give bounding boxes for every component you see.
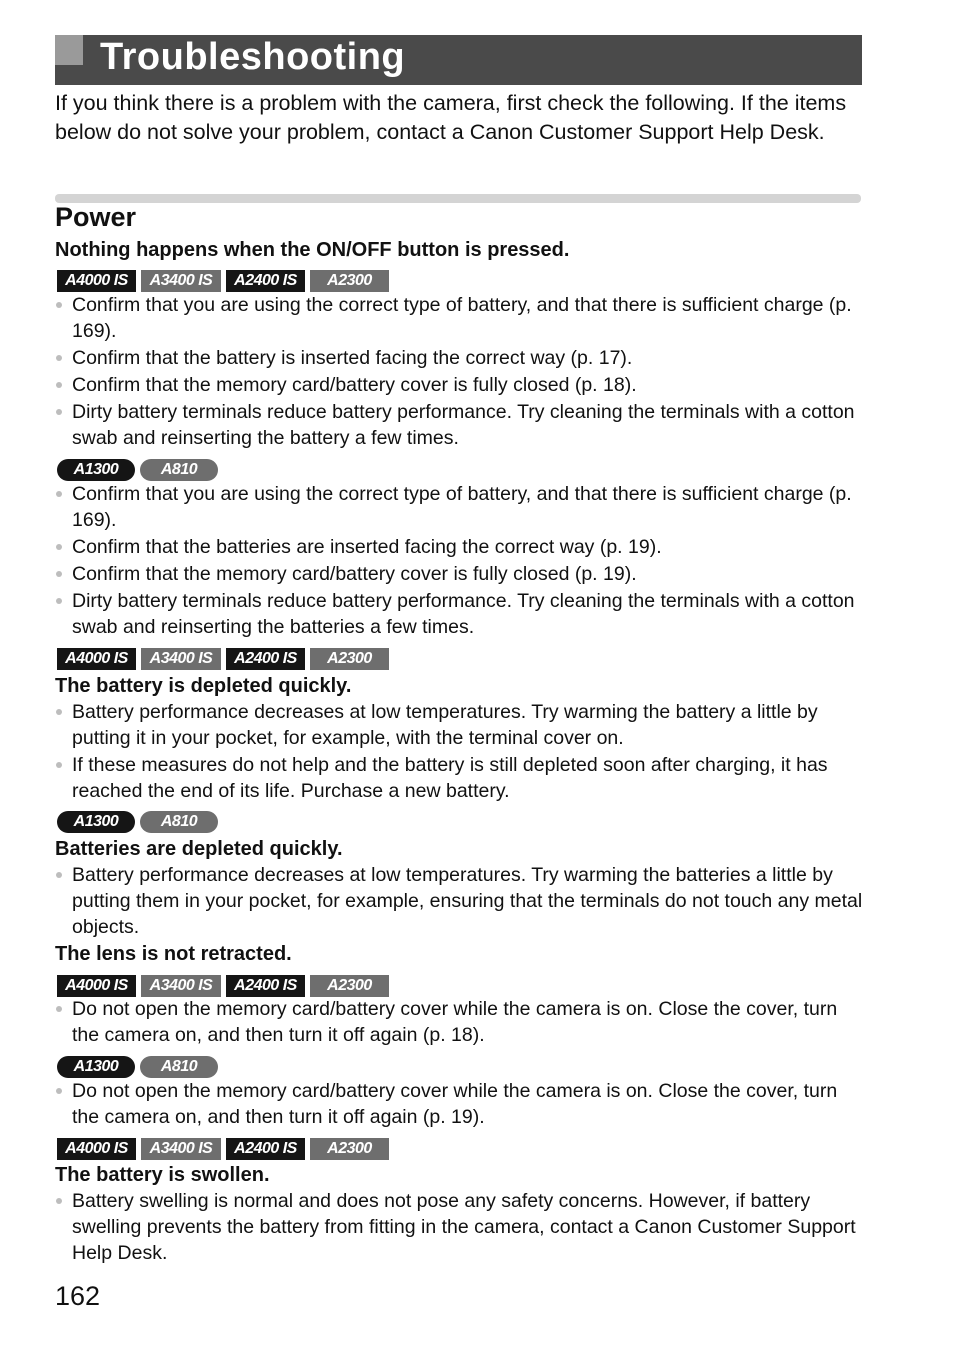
page-title: Troubleshooting bbox=[100, 36, 406, 78]
list-item: Confirm that you are using the correct type of battery, and that there is sufficient charge (p. 169). bbox=[55, 292, 865, 344]
list-item: Do not open the memory card/battery cover while the camera is on. Close the cover, turn the camera on, and then turn it off again (p. 18). bbox=[55, 996, 865, 1048]
bullet-list bbox=[55, 699, 865, 805]
model-badge: A1300 bbox=[57, 459, 135, 481]
model-badge: A2400 IS bbox=[226, 648, 305, 670]
model-badge: A810 bbox=[140, 1056, 218, 1078]
intro-text: If you think there is a problem with the camera, first check the following. If the items below do not solve your problem, contact a Canon Customer Support Help Desk. bbox=[55, 91, 847, 144]
model-badge: A3400 IS bbox=[141, 648, 221, 670]
list-item: Battery performance decreases at low temperatures. Try warming the batteries a little by putting them in your pocket, for example, ensuring that the terminals do not touch any metal objects. bbox=[55, 862, 865, 940]
bullet-list bbox=[55, 1188, 865, 1267]
problem-heading: Batteries are depleted quickly. bbox=[55, 838, 343, 860]
model-badges-group-b bbox=[57, 1056, 218, 1078]
section-divider bbox=[55, 194, 861, 203]
model-badge: A1300 bbox=[57, 811, 135, 833]
model-badge: A4000 IS bbox=[57, 648, 136, 670]
bullet-list bbox=[55, 481, 865, 641]
model-badge: A2400 IS bbox=[226, 270, 305, 292]
list-item: Confirm that you are using the correct type of battery, and that there is sufficient charge (p. 169). bbox=[55, 481, 865, 533]
list-item: Confirm that the memory card/battery cover is fully closed (p. 19). bbox=[55, 561, 865, 587]
model-badge: A3400 IS bbox=[141, 270, 221, 292]
bullet-list bbox=[55, 1078, 865, 1131]
bullet-list bbox=[55, 862, 865, 941]
bullet-list bbox=[55, 292, 865, 452]
list-item: Dirty battery terminals reduce battery performance. Try cleaning the terminals with a cotton swab and reinserting the batteries a few times. bbox=[55, 588, 865, 640]
list-item: Battery performance decreases at low temperatures. Try warming the battery a little by putting it in your pocket, for example, with the terminal cover on. bbox=[55, 699, 865, 751]
model-badge: A2300 bbox=[310, 270, 389, 292]
model-badge: A2400 IS bbox=[226, 975, 305, 997]
model-badge: A2400 IS bbox=[226, 1138, 305, 1160]
list-item: Confirm that the battery is inserted facing the correct way (p. 17). bbox=[55, 345, 865, 371]
model-badge: A3400 IS bbox=[141, 975, 221, 997]
model-badge: A2300 bbox=[310, 975, 389, 997]
model-badges-group-b bbox=[57, 811, 218, 833]
page-number: 162 bbox=[55, 1281, 101, 1311]
model-badge: A810 bbox=[140, 811, 218, 833]
problem-heading: The battery is swollen. bbox=[55, 1164, 270, 1186]
model-badge: A3400 IS bbox=[141, 1138, 221, 1160]
model-badge: A2300 bbox=[310, 648, 389, 670]
model-badge: A4000 IS bbox=[57, 1138, 136, 1160]
list-item: Confirm that the batteries are inserted facing the correct way (p. 19). bbox=[55, 534, 865, 560]
model-badge: A4000 IS bbox=[57, 270, 136, 292]
list-item: If these measures do not help and the battery is still depleted soon after charging, it has reached the end of its life. Purchase a new battery. bbox=[55, 752, 865, 804]
model-badge: A2300 bbox=[310, 1138, 389, 1160]
model-badges-group-a bbox=[57, 270, 389, 292]
model-badge: A1300 bbox=[57, 1056, 135, 1078]
model-badges-group-a bbox=[57, 648, 389, 670]
problem-heading: The lens is not retracted. bbox=[55, 943, 292, 965]
list-item: Battery swelling is normal and does not pose any safety concerns. However, if battery swelling prevents the battery from fitting in the camera, contact a Canon Customer Support Help Desk. bbox=[55, 1188, 865, 1266]
section-title: Power bbox=[55, 202, 137, 232]
model-badges-group-a bbox=[57, 1138, 389, 1160]
title-marker bbox=[55, 35, 83, 65]
problem-heading: The battery is depleted quickly. bbox=[55, 675, 352, 697]
model-badge: A4000 IS bbox=[57, 975, 136, 997]
list-item: Dirty battery terminals reduce battery performance. Try cleaning the terminals with a cotton swab and reinserting the battery a few times. bbox=[55, 399, 865, 451]
model-badges-group-a bbox=[57, 975, 389, 997]
problem-heading: Nothing happens when the ON/OFF button is pressed. bbox=[55, 239, 570, 261]
list-item: Confirm that the memory card/battery cover is fully closed (p. 18). bbox=[55, 372, 865, 398]
bullet-list bbox=[55, 996, 865, 1049]
model-badge: A810 bbox=[140, 459, 218, 481]
model-badges-group-b bbox=[57, 459, 218, 481]
list-item: Do not open the memory card/battery cover while the camera is on. Close the cover, turn the camera on, and then turn it off again (p. 19). bbox=[55, 1078, 865, 1130]
